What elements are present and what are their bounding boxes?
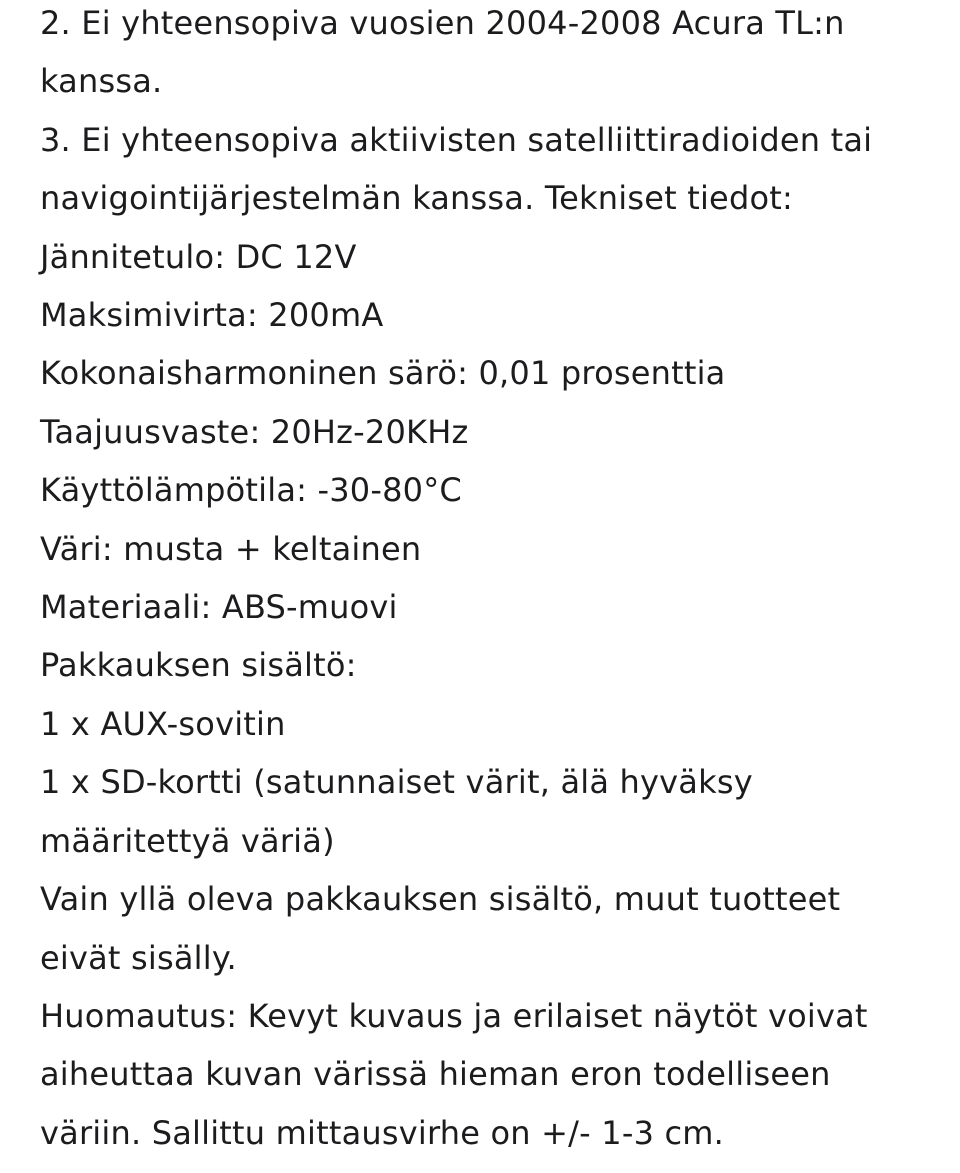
- package-item: 1 x SD-kortti (satunnaiset värit, älä hyväksy: [40, 763, 753, 802]
- spec-frequency-response: Taajuusvaste: 20Hz-20KHz: [40, 412, 469, 451]
- description-line: 2. Ei yhteensopiva vuosien 2004-2008 Acura TL:n: [40, 4, 845, 42]
- disclaimer-note: väriin. Sallittu mittausvirhe on +/- 1-3 cm.: [40, 1113, 725, 1152]
- spec-color: Väri: musta + keltainen: [40, 529, 422, 568]
- description-line: kanssa.: [40, 62, 163, 101]
- package-item: määritettyä väriä): [40, 821, 335, 860]
- spec-voltage: Jännitetulo: DC 12V: [40, 237, 357, 276]
- package-note: Vain yllä oleva pakkauksen sisältö, muut tuotteet: [40, 880, 841, 919]
- description-line: 3. Ei yhteensopiva aktiivisten satelliittiradioiden tai: [40, 120, 873, 159]
- disclaimer-note: aiheuttaa kuvan värissä hieman eron todelliseen: [40, 1055, 831, 1094]
- product-description: [40, 0, 940, 1162]
- spec-max-current: Maksimivirta: 200mA: [40, 296, 384, 335]
- spec-thd: Kokonaisharmoninen särö: 0,01 prosenttia: [40, 354, 726, 393]
- package-contents-heading: Pakkauksen sisältö:: [40, 646, 357, 685]
- description-line: navigointijärjestelmän kanssa. Tekniset tiedot:: [40, 179, 793, 218]
- spec-material: Materiaali: ABS-muovi: [40, 588, 398, 627]
- spec-operating-temperature: Käyttölämpötila: -30-80°C: [40, 471, 462, 510]
- package-note: eivät sisälly.: [40, 938, 237, 977]
- package-item: 1 x AUX-sovitin: [40, 704, 286, 743]
- disclaimer-note: Huomautus: Kevyt kuvaus ja erilaiset näytöt voivat: [40, 996, 868, 1035]
